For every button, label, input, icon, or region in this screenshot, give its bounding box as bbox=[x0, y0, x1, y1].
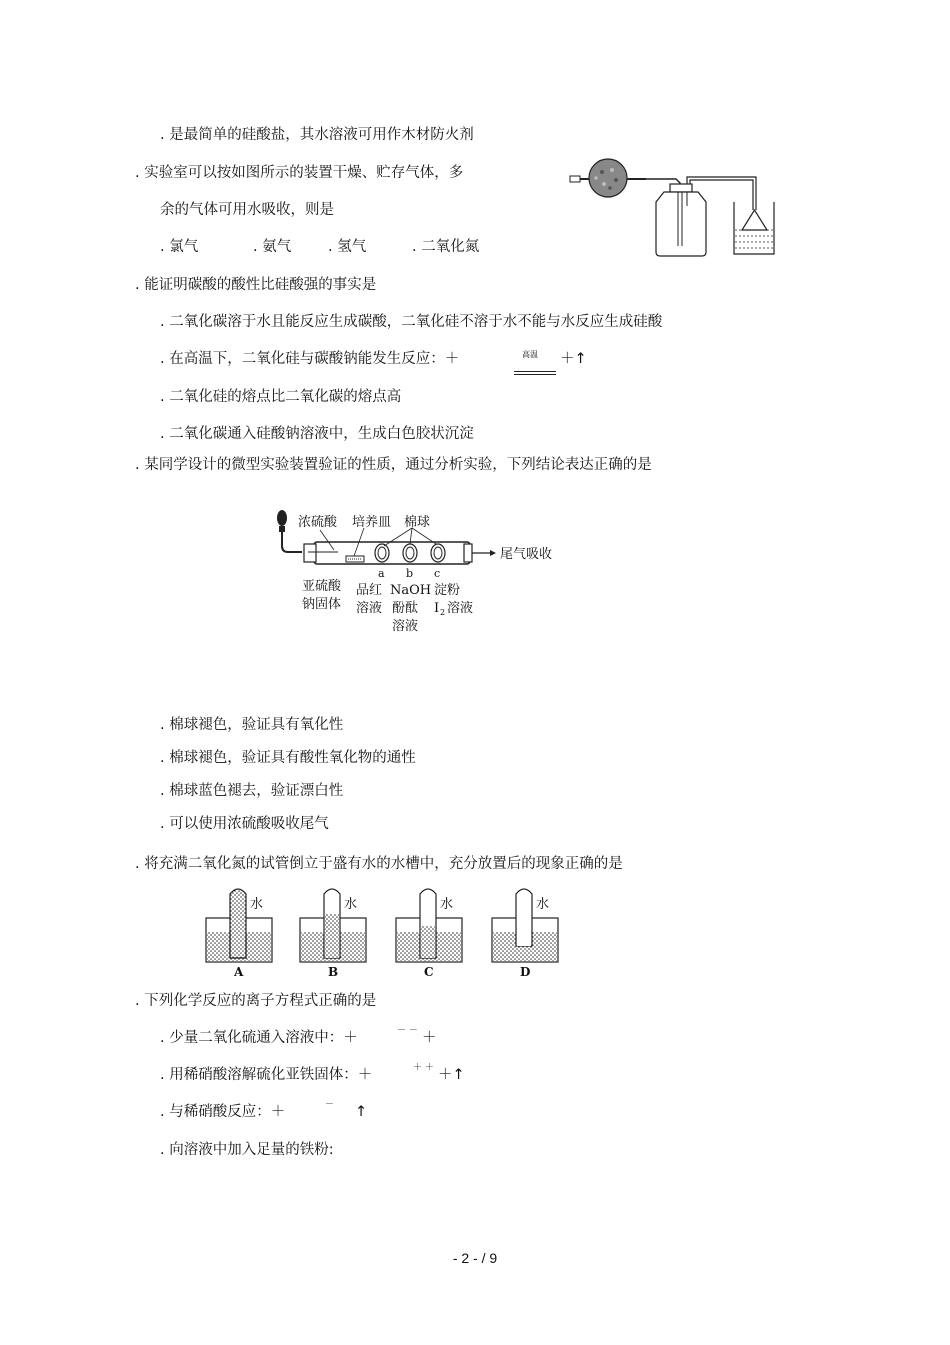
label-starch-1: 淀粉 bbox=[434, 583, 461, 598]
option-letter-b: B bbox=[328, 965, 339, 978]
q1-option-c: . 氢气 bbox=[328, 239, 367, 255]
q2-condition-label: 高温 bbox=[522, 350, 538, 359]
q3-option-d: . 可以使用浓硫酸吸收尾气 bbox=[160, 816, 329, 832]
label-a: a bbox=[378, 567, 385, 580]
label-naoh-3: 溶液 bbox=[392, 619, 419, 634]
q2-option-d: . 二氧化碳通入硅酸钠溶液中，生成白色胶状沉淀 bbox=[160, 426, 474, 442]
q5-option-c: . 与稀硝酸反应：＋ bbox=[160, 1104, 286, 1120]
label-starch-3: 溶液 bbox=[447, 601, 474, 616]
label-c: c bbox=[434, 567, 441, 580]
q1-option-b: . 氨气 bbox=[253, 239, 292, 255]
q2-option-c: . 二氧化硅的熔点比二氧化碳的熔点高 bbox=[160, 389, 402, 405]
q2-stem: . 能证明碳酸的酸性比硅酸强的事实是 bbox=[135, 277, 377, 293]
label-culture-dish: 培养皿 bbox=[352, 515, 392, 530]
dropper-bulb bbox=[277, 510, 287, 526]
label-naoh-1: NaOH bbox=[390, 583, 432, 598]
q3-option-c: . 棉球蓝色褪去，验证漂白性 bbox=[160, 783, 344, 799]
q2-option-a: . 二氧化碳溶于水且能反应生成碳酸，二氧化硅不溶于水不能与水反应生成硅酸 bbox=[160, 314, 663, 330]
label-magenta-1: 品红 bbox=[356, 583, 383, 598]
q5-option-c-tail: ↑ bbox=[355, 1104, 368, 1120]
q2-equation-arrow bbox=[514, 361, 558, 380]
bottle-stopper bbox=[670, 184, 692, 192]
water-label-b: 水 bbox=[344, 897, 358, 912]
collection-bottle bbox=[656, 192, 706, 256]
q5-option-a-tail: ＋ bbox=[422, 1030, 437, 1046]
label-conc-sulfuric-acid: 浓硫酸 bbox=[298, 515, 338, 530]
label-b: b bbox=[406, 567, 414, 580]
q5-option-d: . 向溶液中加入足量的铁粉: bbox=[160, 1142, 334, 1158]
q5-option-b: . 用稀硝酸溶解硫化亚铁固体：＋ bbox=[160, 1067, 373, 1083]
q5-option-c-charge: － bbox=[325, 1100, 335, 1110]
q3-option-b: . 棉球褪色，验证具有酸性氧化物的通性 bbox=[160, 750, 416, 766]
q2-option-b-tail: ＋↑ bbox=[560, 351, 587, 367]
water-label-c: 水 bbox=[440, 897, 454, 912]
q1-apparatus-figure bbox=[566, 150, 780, 264]
label-magenta-2: 溶液 bbox=[356, 601, 383, 616]
label-naoh-2: 酚酞 bbox=[392, 601, 419, 616]
q5-option-a: . 少量二氧化硫通入溶液中：＋ bbox=[160, 1030, 358, 1046]
page-number: - 2 - / 9 bbox=[452, 1250, 498, 1266]
main-tube bbox=[314, 542, 470, 564]
option-letter-d: D bbox=[520, 965, 531, 978]
option-letter-a: A bbox=[234, 965, 244, 978]
q1-option-a: . 氯气 bbox=[160, 239, 199, 255]
label-starch-sub: 2 bbox=[440, 608, 446, 617]
q1-option-d: . 二氧化氮 bbox=[412, 239, 480, 255]
q1-stem-line2: 余的气体可用水吸收，则是 bbox=[160, 202, 334, 218]
q4-options-figure bbox=[200, 884, 570, 982]
inlet-nozzle bbox=[570, 176, 580, 182]
cotton-ball-c bbox=[431, 544, 445, 562]
prev-question-option: . 是最简单的硅酸盐，其水溶液可用作木材防火剂 bbox=[160, 127, 474, 143]
q2-option-b: . 在高温下，二氧化硅与碳酸钠能发生反应：＋ bbox=[160, 351, 460, 367]
option-letter-c: C bbox=[424, 965, 434, 978]
q3-option-a: . 棉球褪色，验证具有氧化性 bbox=[160, 717, 344, 733]
label-tail-gas-absorption: 尾气吸收 bbox=[500, 547, 553, 562]
inverted-funnel bbox=[742, 210, 767, 230]
q5-option-b-charges: ＋ ＋ bbox=[413, 1063, 434, 1073]
water-label-a: 水 bbox=[250, 897, 264, 912]
label-sodium-sulfite-2: 钠固体 bbox=[302, 597, 342, 612]
q3-apparatus-figure bbox=[268, 506, 608, 640]
q5-option-a-charges: － － bbox=[397, 1026, 418, 1036]
label-cotton-balls: 棉球 bbox=[404, 515, 431, 530]
q5-option-b-tail: ＋↑ bbox=[438, 1067, 465, 1083]
q4-stem: . 将充满二氧化氮的试管倒立于盛有水的水槽中，充分放置后的现象正确的是 bbox=[135, 856, 623, 872]
label-starch-2: I bbox=[434, 601, 440, 616]
cotton-ball-a bbox=[375, 544, 389, 562]
q3-stem: . 某同学设计的微型实验装置验证的性质，通过分析实验，下列结论表达正确的是 bbox=[135, 457, 652, 473]
water-label-d: 水 bbox=[536, 897, 550, 912]
cotton-ball-b bbox=[403, 544, 417, 562]
q1-stem-line1: . 实验室可以按如图所示的装置干燥、贮存气体，多 bbox=[135, 165, 464, 181]
label-sodium-sulfite-1: 亚硫酸 bbox=[302, 579, 342, 594]
q5-stem: . 下列化学反应的离子方程式正确的是 bbox=[135, 993, 377, 1009]
